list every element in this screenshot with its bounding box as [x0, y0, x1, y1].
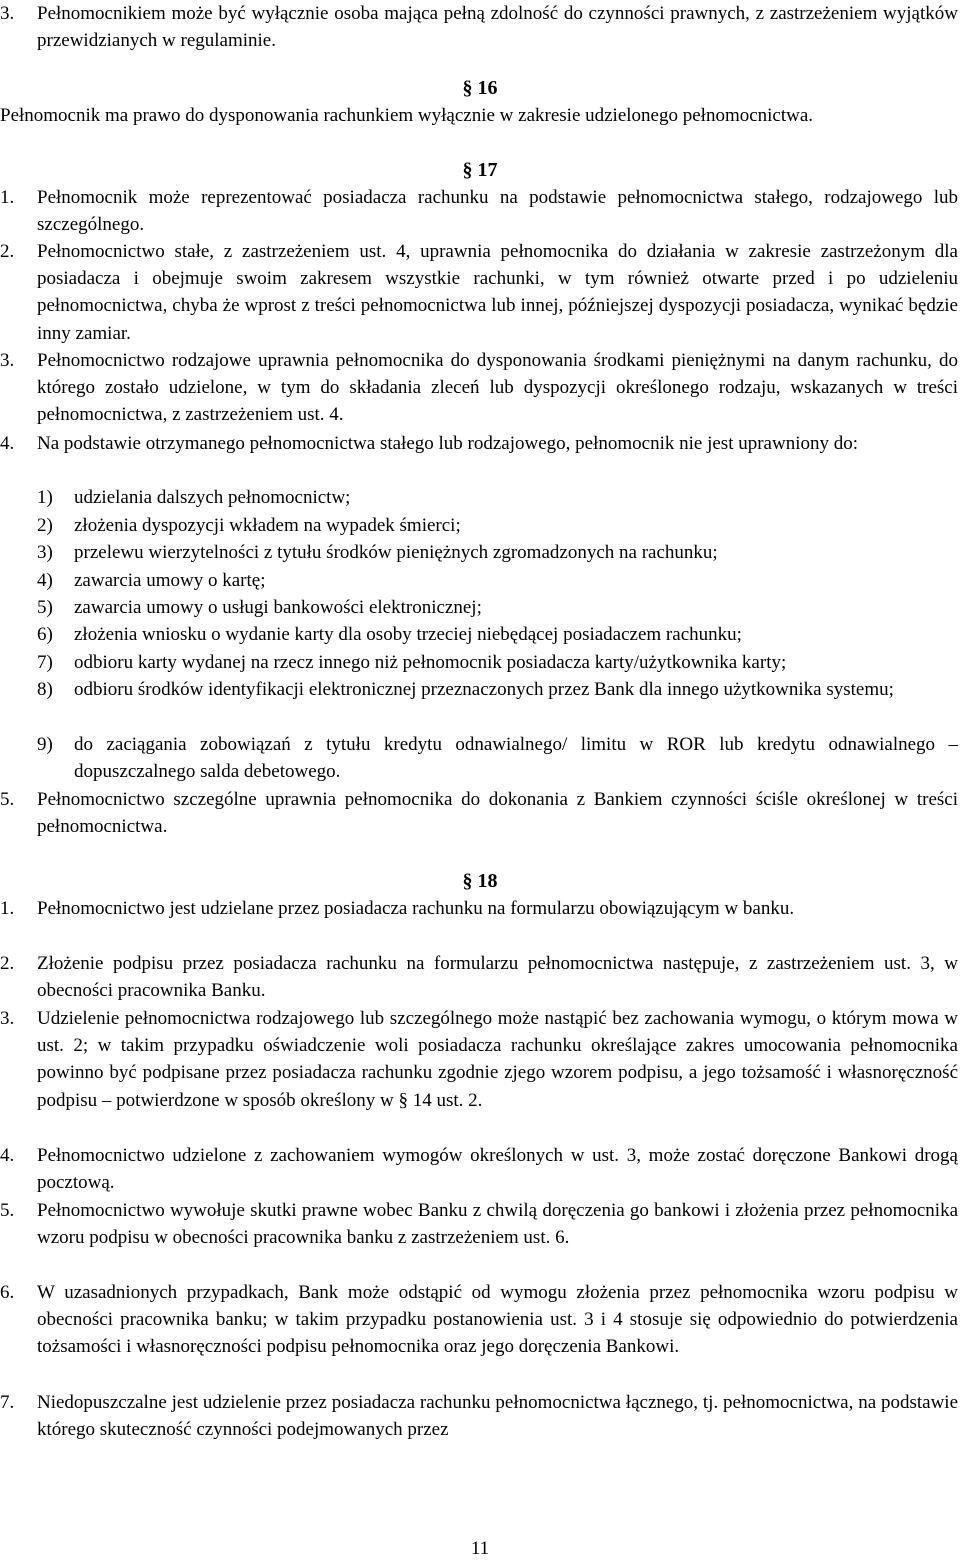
sub-item-number: 5): [37, 597, 53, 618]
item-number: 4.: [0, 1145, 15, 1166]
list-item: [0, 786, 958, 840]
list-item: [0, 238, 958, 347]
sub-item-number: 1): [37, 487, 53, 508]
sub-item-number: 4): [37, 570, 53, 591]
sub-item-number: 7): [37, 652, 53, 673]
sub-item-number: 3): [37, 542, 53, 563]
item-text: Pełnomocnik może reprezentować posiadacza rachunku na podstawie pełnomocnictwa stałego, rodzajowego lub szczególnego.: [37, 187, 958, 236]
sub-list-item: [37, 484, 958, 511]
sub-item-number: 2): [37, 515, 53, 536]
item-number: 2.: [0, 953, 15, 974]
list-item: [0, 1142, 958, 1196]
list-item: [0, 184, 958, 238]
item-text: Pełnomocnictwo jest udzielane przez posiadacza rachunku na formularzu obowiązującym w banku.: [37, 898, 795, 919]
sub-item-text: zawarcia umowy o usługi bankowości elektronicznej;: [74, 597, 482, 618]
section-heading: § 17: [462, 159, 498, 181]
item-text: Pełnomocnictwo stałe, z zastrzeżeniem ust. 4, uprawnia pełnomocnika do działania w zakresie zastrzeżonym dla posiadacza i obejmuje swoim zakresem wszystkie rachunki, w tym również otwarte przed i po udzieleniu pełnomocnictwa, chyba że wprost z treści pełnomocnictwa lub innej, późniejszej dyspozycji posiadacza, wynikać będzie inny zamiar.: [37, 241, 958, 344]
item-number: 1.: [0, 187, 15, 208]
list-item: [0, 347, 958, 429]
sub-item-text: zawarcia umowy o kartę;: [74, 570, 266, 591]
item-number: 3.: [0, 350, 15, 371]
sub-item-text: odbioru karty wydanej na rzecz innego niż pełnomocnik posiadacza karty/użytkownika karty;: [74, 652, 787, 673]
sub-list-item: [37, 621, 958, 648]
sub-list-item: [37, 539, 958, 566]
list-item: [0, 950, 958, 1004]
item-number: 3.: [0, 1008, 15, 1029]
section-heading: § 18: [462, 870, 498, 892]
item-text: Na podstawie otrzymanego pełnomocnictwa stałego lub rodzajowego, pełnomocnik nie jest uprawniony do:: [37, 433, 859, 454]
list-item: [0, 1389, 958, 1443]
list-item: [0, 430, 958, 457]
list-item: [0, 1197, 958, 1251]
item-text: Udzielenie pełnomocnictwa rodzajowego lub szczególnego może nastąpić bez zachowania wymogu, o którym mowa w ust. 2; w takim przypadku oświadczenie woli posiadacza rachunku określające zakres umocowania pełnomocnika powinno być podpisane przez posiadacza rachunku zgodnie zjego wzorem podpisu, a jego tożsamość i własnoręczność podpisu – potwierdzone w sposób określony w § 14 ust. 2.: [37, 1008, 958, 1111]
sub-item-text: złożenia wniosku o wydanie karty dla osoby trzeciej niebędącej posiadaczem rachunku;: [74, 624, 742, 645]
sub-item-number: 8): [37, 679, 53, 700]
sub-item-text: złożenia dyspozycji wkładem na wypadek śmierci;: [74, 515, 461, 536]
sub-item-text: udzielania dalszych pełnomocnictw;: [74, 487, 351, 508]
sub-item-text: do zaciągania zobowiązań z tytułu kredytu odnawialnego/ limitu w ROR lub kredytu odnawialnego – dopuszczalnego salda debetowego.: [74, 734, 958, 783]
list-item: [0, 895, 958, 922]
list-item: [0, 0, 958, 54]
sub-list-item: [37, 594, 958, 621]
page-number: 11: [470, 1538, 490, 1559]
item-number: 1.: [0, 898, 15, 919]
sub-list-item: [37, 731, 958, 785]
section-heading: § 16: [462, 77, 498, 99]
item-number: 7.: [0, 1392, 15, 1413]
sub-list-item: [37, 512, 958, 539]
sub-item-number: 6): [37, 624, 53, 645]
sub-list-item: [37, 567, 958, 594]
sub-item-text: odbioru środków identyfikacji elektronicznej przeznaczonych przez Bank dla innego użytkownika systemu;: [74, 679, 894, 700]
sub-item-text: przelewu wierzytelności z tytułu środków pieniężnych zgromadzonych na rachunku;: [74, 542, 718, 563]
item-number: 2.: [0, 241, 15, 262]
item-text: W uzasadnionych przypadkach, Bank może odstąpić od wymogu złożenia przez pełnomocnika wzoru podpisu w obecności pracownika banku; w takim przypadku postanowienia ust. 3 i 4 stosuje się odpowiednio do potwierdzenia tożsamości i własnoręczności podpisu pełnomocnika oraz jego doręczenia Bankowi.: [37, 1282, 958, 1358]
item-text: Pełnomocnictwo rodzajowe uprawnia pełnomocnika do dysponowania środkami pieniężnymi na danym rachunku, do którego zostało udzielone, w tym do składania zleceń lub dyspozycji określonego rodzaju, wskazanych w treści pełnomocnictwa, z zastrzeżeniem ust. 4.: [37, 350, 958, 426]
item-number: 5.: [0, 789, 15, 810]
item-text: Pełnomocnikiem może być wyłącznie osoba mająca pełną zdolność do czynności prawnych, z zastrzeżeniem wyjątków przewidzianych w regulaminie.: [37, 3, 958, 52]
item-number: 3.: [0, 3, 15, 24]
sub-item-number: 9): [37, 734, 53, 755]
item-number: 6.: [0, 1282, 15, 1303]
sub-list-item: [37, 649, 958, 676]
item-text: Pełnomocnictwo udzielone z zachowaniem wymogów określonych w ust. 3, może zostać doręczone Bankowi drogą pocztową.: [37, 1145, 958, 1194]
item-text: Niedopuszczalne jest udzielenie przez posiadacza rachunku pełnomocnictwa łącznego, tj. pełnomocnictwa, na podstawie którego skuteczność czynności podejmowanych przez: [37, 1392, 958, 1441]
paragraph: Pełnomocnik ma prawo do dysponowania rachunkiem wyłącznie w zakresie udzielonego pełnomocnictwa.: [0, 105, 814, 126]
item-text: Pełnomocnictwo szczególne uprawnia pełnomocnika do dokonania z Bankiem czynności ściśle określonej w treści pełnomocnictwa.: [37, 789, 958, 838]
list-item: [0, 1005, 958, 1114]
list-item: [0, 1279, 958, 1361]
sub-list-item: [37, 676, 958, 703]
item-text: Złożenie podpisu przez posiadacza rachunku na formularzu pełnomocnictwa następuje, z zastrzeżeniem ust. 3, w obecności pracownika Banku.: [37, 953, 958, 1002]
item-text: Pełnomocnictwo wywołuje skutki prawne wobec Banku z chwilą doręczenia go bankowi i złożenia przez pełnomocnika wzoru podpisu w obecności pracownika banku z zastrzeżeniem ust. 6.: [37, 1200, 958, 1249]
item-number: 5.: [0, 1200, 15, 1221]
item-number: 4.: [0, 433, 15, 454]
